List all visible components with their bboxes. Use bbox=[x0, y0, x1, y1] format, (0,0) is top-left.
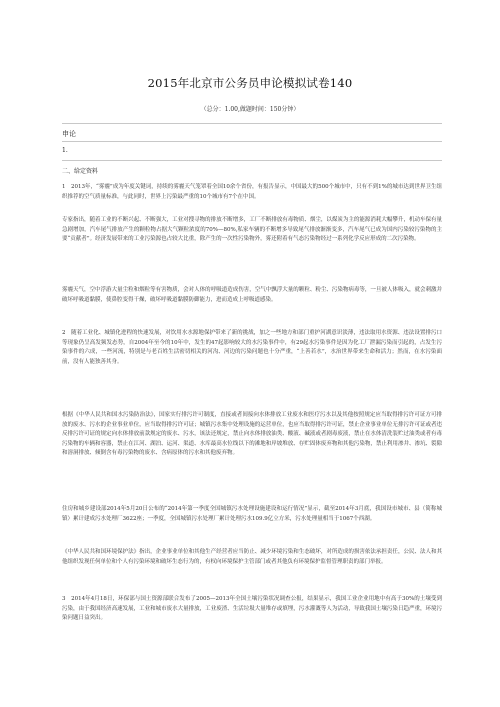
paragraph: 3 2014年4月18日，环保部与国土资源部联合发布了2005—2013年全国土壤污染状况调查公报，结果显示，我国工业企业用地中有高于30%的土壤受到污染，由于我国经济高速发展，工业和城市废水大量排放，工业废渣、生活垃圾大量堆存或填埋，污水灌溉等人为活动，导致我国土壤污染日趋严重，环境污染问题日益突出。 bbox=[62, 596, 442, 622]
divider bbox=[62, 141, 442, 142]
divider bbox=[62, 160, 442, 161]
paragraph: 《中华人民共和国环境保护法》指出，企业事业单位和其他生产经营者应当防止、减少环境污染和生态破坏，对所造成的损害依法承担责任，公民、法人和其他组织发现任何单位和个人有污染环境和破坏生态行为的，有权向环境保护主管部门或者其他负有环境保护监督管理职责的部门举报。 bbox=[62, 549, 442, 565]
divider bbox=[62, 123, 442, 124]
paragraph: 雾霾天气，空中浮游大量尘粒和烟粒等有害物质，会对人体的呼吸道造成伤害，空气中飘浮大量的颗粒、粉尘、污染物病毒等，一旦被人体吸入，就会刺激并破坏呼吸道黏膜，使鼻腔变得干燥，破坏呼吸道黏膜防御能力，进而造成上呼吸道感染。 bbox=[62, 287, 442, 303]
section-heading: 申论 bbox=[62, 130, 76, 138]
question-number: 1. bbox=[62, 147, 68, 154]
page-title: 2015年北京市公务员申论模拟试卷140 bbox=[147, 76, 353, 90]
paragraph: 1 2013年，“雾霾”成为年度关键词，持续的雾霾天气笼罩着全国10余个省份，有报告显示，中国最大的500个城市中，只有不到1%的城市达到世界卫生组织推荐的空气质量标准，与此同时，世界上污染最严重的10个城市有7个在中国。 bbox=[62, 184, 442, 200]
paragraph: 住房和城乡建设部2014年5月20日公布的“2014年第一季度全国城镇污水处理设施建设和运行情况”显示，截至2014年3月底，我国设市城市、县（简称城镇）累计建成污水处理厂3622座；一季度，全国城镇污水处理厂累计处理污水109.9亿立方米，污水处理量相当于1067个西湖。 bbox=[62, 506, 442, 522]
subsection-heading: 二、给定资料 bbox=[62, 168, 99, 175]
paragraph: 专家指出，随着工业的不断兴起、不断强大，工业对搜寻物的排放不断增多，工厂不断排放有毒物质、烟尘，以煤炭为主的能源消耗大幅攀升，机动车保有量急剧增加，汽车尾气排放产生的颗粒物占据大气颗粒浓度的70%—80%,私家车辆的不断增多导致尾气排放渐渐变多，汽车尾气已成为国内污染较污染物的主要“贡献者”。经济发展带来的工业污染源也占较大比重，除产生的一次性污染物外，雾还附着有气态污染物经过一系列化学反应形成的二次污染物。 bbox=[62, 217, 442, 243]
paragraph: 2 随着工业化、城镇化进程的快速发展，对饮用水水源地保护带来了新的挑战，加之一些地方和部门重护河湖意识淡薄，违法取用水资源、违法设置排污口等现象仍呈高发频发态势，自2004年至今的10年中，发生的47起影响较大的水污染事件中，有29起水污染事件是因为化工厂泄漏污染而引起的，占发生污染事件的六成，一些河流，特别是与老百姓生活密切相关的河沟、河边的污染问题也十分严重，“上善若水”，水治世界带来生命和活力；然而，在水污染面前，没有人能独善其身。 bbox=[62, 330, 442, 365]
exam-meta: （总分：1.00,做题时间：150分钟） bbox=[200, 106, 300, 113]
paragraph: 根据《中华人民共和国水污染防治法》，国家实行排污许可制度，直接或者间接向水体排放工业废水和医疗污水以及其他按照规定应当取得排污许可证方可排放的废水、污水的企业事业单位，应当取得排污许可证；城镇污水集中处理设施的运营单位，也应当取得排污许可证，禁止企业事业单位无排污许可证或者违反排污许可证的规定向水体排放前款规定的废水、污水，该法还规定，禁止向水体排放油类、酸液、碱液或者剧毒废液，禁止在水体清洗装贮过油类或者有毒污染物的车辆和容器，禁止在江河、湖泊、运河、渠道、水库最高水位线以下的滩地和岸坡堆放、存贮固体废弃物和其他污染物，禁止利用渗井、渗坑、裂隙和溶洞排放、倾倒含有毒污染物的废水、含病原体的污水和其他废弃物。 bbox=[62, 412, 442, 457]
